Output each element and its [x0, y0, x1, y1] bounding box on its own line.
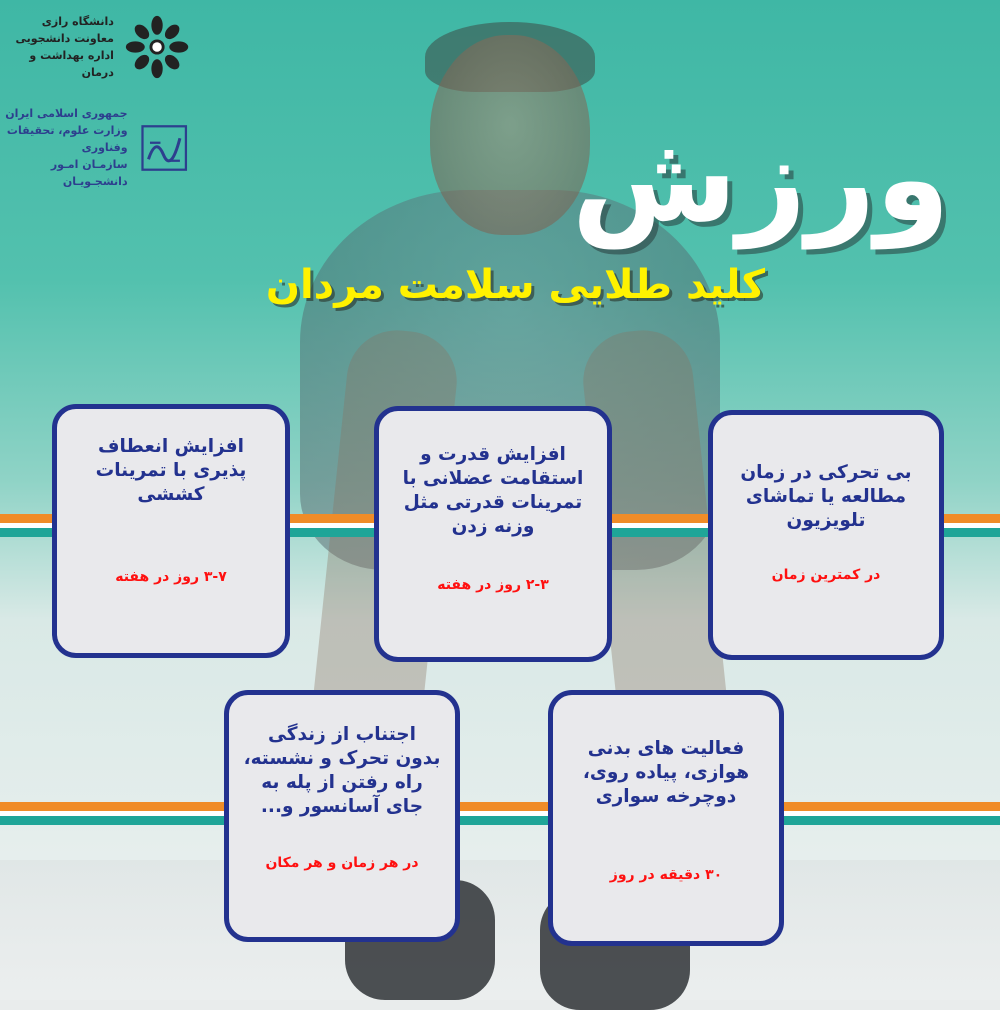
card-detail: در کمترین زمان	[771, 567, 881, 583]
card-title: افزایش انعطاف پذیری با تمرینات کششی	[95, 436, 247, 505]
card-title: اجتناب از زندگی بدون تحرک و نشسته، راه رفتن از پله به جای آسانسور و...	[243, 724, 441, 817]
ministry-line: سازمـان امـور دانشجـویـان	[50, 158, 128, 188]
ministry-text	[0, 105, 128, 190]
info-card	[708, 410, 944, 660]
university-emblem-icon	[124, 12, 190, 82]
info-card	[224, 690, 460, 942]
athlete-photo-head	[430, 35, 590, 235]
university-line: معاونت دانشجویی	[15, 32, 114, 45]
page-subtitle: کلید طلایی سلامت مردان	[265, 262, 765, 308]
page-title: ورزش	[571, 110, 950, 249]
card-title: بی تحرکی در زمان مطالعه یا تماشای تلویزیون	[740, 462, 912, 531]
card-title: فعالیت های بدنی هوازی، پیاده روی، دوچرخه سواری	[582, 738, 750, 807]
ministry-logo-block	[0, 105, 190, 190]
ministry-line: وزارت علوم، تحقیقات وفناوری	[6, 124, 128, 154]
card-detail: ۳۰ دقیقه در روز	[609, 867, 723, 883]
card-title: افزایش قدرت و استقامت عضلانی با تمرینات قدرتی مثل وزنه زدن	[402, 444, 584, 537]
card-detail: در هر زمان و هر مکان	[265, 855, 419, 871]
card-detail: ۲-۳ روز در هفته	[437, 577, 549, 593]
university-line: اداره بهداشت و درمان	[29, 49, 114, 79]
info-card	[374, 406, 612, 662]
info-card	[548, 690, 784, 946]
university-line: دانشگاه رازی	[41, 15, 114, 28]
student-affairs-calligraphy-logo	[138, 113, 190, 183]
info-card	[52, 404, 290, 658]
card-detail: ۳-۷ روز در هفته	[115, 569, 227, 585]
decorative-stripe-lower	[0, 802, 1000, 825]
university-logo-block	[0, 12, 190, 82]
university-text	[0, 13, 114, 81]
ministry-line: جمهوری اسلامی ایران	[5, 107, 128, 120]
floor	[0, 860, 1000, 1000]
